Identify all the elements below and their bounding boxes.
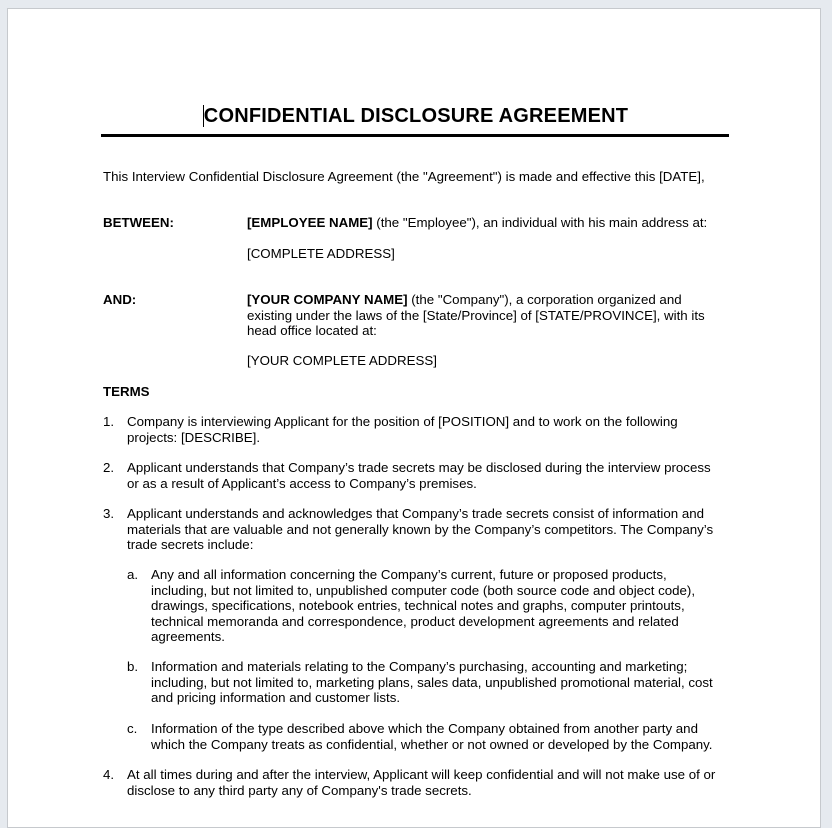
document-title: CONFIDENTIAL DISCLOSURE AGREEMENT bbox=[203, 105, 629, 127]
subitem-letter: b. bbox=[127, 659, 139, 674]
subitem-b-line-3: and pricing information and customer lists. bbox=[151, 690, 401, 705]
subitem-b-line-2: including, but not limited to, marketing plans, sales data, unpublished promotional material, cost bbox=[151, 674, 713, 690]
terms-heading: TERMS bbox=[103, 384, 150, 399]
employee-name-placeholder: [EMPLOYEE NAME] bbox=[247, 215, 373, 230]
term-number: 2. bbox=[103, 460, 115, 475]
term-4-line-1: At all times during and after the interview, Applicant will keep confidential and will not make use of or bbox=[127, 767, 716, 782]
company-name-placeholder: [YOUR COMPANY NAME] bbox=[247, 292, 408, 307]
and-party-line-1 bbox=[247, 292, 682, 308]
subitem-b-line-1: Information and materials relating to the Company’s purchasing, accounting and marketing; bbox=[151, 659, 688, 674]
subitem-a-line-3: drawings, specifications, notebook entries, technical notes and graphs, computer printouts, bbox=[151, 598, 685, 613]
term-3-line-1: Applicant understands and acknowledges that Company’s trade secrets consist of information and bbox=[127, 506, 705, 521]
term-3-line-2: materials that are valuable and not generally known by the Company’s competitors. The Company’s bbox=[127, 521, 714, 537]
employee-description: (the "Employee"), an individual with his main address at: bbox=[372, 215, 708, 230]
term-2-line-2: or as a result of Applicant’s access to Company’s premises. bbox=[127, 475, 477, 491]
term-2-line-1: Applicant understands that Company’s trade secrets may be disclosed during the interview process bbox=[127, 460, 711, 475]
term-1-line-1: Company is interviewing Applicant for the position of [POSITION] and to work on the following bbox=[127, 414, 678, 429]
company-address-placeholder: [YOUR COMPLETE ADDRESS] bbox=[247, 353, 437, 368]
and-party-line-2: existing under the laws of the [State/Province] of [STATE/PROVINCE], with its bbox=[247, 307, 705, 323]
term-4-line-2: disclose to any third party any of Company's trade secrets. bbox=[127, 782, 472, 798]
subitem-letter: c. bbox=[127, 721, 138, 736]
employee-address-placeholder: [COMPLETE ADDRESS] bbox=[247, 246, 395, 261]
subitem-a-line-1: Any and all information concerning the Company’s current, future or proposed products, bbox=[151, 567, 667, 582]
and-label: AND: bbox=[103, 292, 137, 307]
term-3-line-3: trade secrets include: bbox=[127, 537, 254, 552]
between-party-line bbox=[247, 215, 707, 231]
term-number: 4. bbox=[103, 767, 115, 782]
subitem-a-line-2: including, but not limited to, unpublished computer code (both source code and object code), bbox=[151, 582, 696, 598]
subitem-c-line-1: Information of the type described above which the Company obtained from another party and bbox=[151, 721, 698, 736]
term-1-line-2: projects: [DESCRIBE]. bbox=[127, 429, 261, 445]
company-description-1: (the "Company"), a corporation organized and bbox=[407, 292, 682, 307]
subitem-letter: a. bbox=[127, 567, 139, 582]
subitem-c-line-2: which the Company treats as confidential, whether or not owned or developed by the Company. bbox=[151, 736, 713, 752]
between-label: BETWEEN: bbox=[103, 215, 174, 230]
intro-paragraph: This Interview Confidential Disclosure Agreement (the "Agreement") is made and effective this [DATE], bbox=[103, 169, 705, 184]
term-number: 3. bbox=[103, 506, 115, 521]
and-party-line-3: head office located at: bbox=[247, 323, 377, 338]
document-title-block[interactable] bbox=[0, 104, 832, 128]
title-underline-rule bbox=[101, 134, 729, 137]
text-cursor bbox=[203, 105, 204, 127]
subitem-a-line-5: agreements. bbox=[151, 629, 225, 644]
subitem-a-line-4: technical memoranda and correspondence, product development agreements and related bbox=[151, 613, 679, 629]
term-number: 1. bbox=[103, 414, 115, 429]
